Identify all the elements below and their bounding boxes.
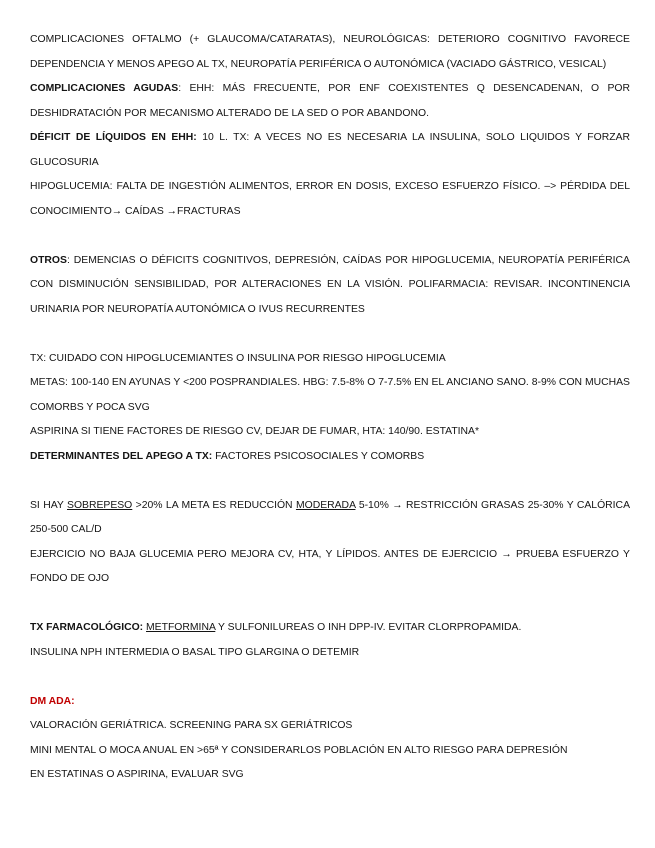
paragraph-overweight [30,494,630,543]
paragraph-geriatric-assessment [30,714,630,739]
text: COMPLICACIONES OFTALMO (+ GLAUCOMA/CATARATAS), NEUROLÓGICAS: DETERIORO COGNITIVO FAVORECE DEPENDENCIA Y MENOS APEGO AL TX, NEUROPATÍA PERIFÉRICA O AUTONÓMICA (VACIADO GÁSTRICO, VESICAL) [30,34,630,70]
label-bold: DETERMINANTES DEL APEGO A TX: [30,450,213,462]
text: METAS: 100-140 EN AYUNAS Y <200 POSPRANDIALES. HBG: 7.5-8% O 7-7.5% EN EL ANCIANO SANO. 8-9% CON MUCHAS COMORBS Y POCA SVG [30,377,630,413]
paragraph-statins [30,763,630,788]
label-bold: COMPLICACIONES AGUDAS [30,83,179,94]
label-bold: DÉFICIT DE LÍQUIDOS EN EHH: [30,132,197,143]
spacer [30,592,630,617]
text: EJERCICIO NO BAJA GLUCEMIA PERO MEJORA CV, HTA, Y LÍPIDOS. ANTES DE EJERCICIO → PRUEBA ESFUERZO Y FONDO DE OJO [30,548,630,584]
text: MINI MENTAL O MOCA ANUAL EN >65ª Y CONSIDERARLOS POBLACIÓN EN ALTO RIESGO PARA DEPRESIÓN [30,744,568,756]
underlined-term: METFORMINA [146,622,216,633]
paragraph-pharmacologic [30,616,630,641]
text: VALORACIÓN GERIÁTRICA. SCREENING PARA SX GERIÁTRICOS [30,720,353,731]
text: ASPIRINA SI TIENE FACTORES DE RIESGO CV, DEJAR DE FUMAR, HTA: 140/90. ESTATINA* [30,426,480,437]
paragraph-others [30,249,630,323]
underlined-term: SOBREPESO [67,499,133,511]
paragraph-insulin [30,641,630,666]
text: >20% LA META ES REDUCCIÓN [132,499,296,511]
paragraph-mini-mental [30,739,630,764]
paragraph-chronic-complications [30,28,630,77]
label-bold: OTROS [30,254,67,266]
text: Y SULFONILUREAS O INH DPP-IV. EVITAR CLORPROPAMIDA. [215,622,522,633]
section-heading-dm-ada [30,690,630,715]
spacer [30,665,630,690]
text: : DEMENCIAS O DÉFICITS COGNITIVOS, DEPRESIÓN, CAÍDAS POR HIPOGLUCEMIA, NEUROPATÍA PERIFÉRICA CON DISMINUCIÓN SENSIBILIDAD, POR ALTERACIONES EN LA VISIÓN. POLIFARMACIA: REVISAR. INCONTINENCIA URINARIA POR NEUROPATÍA AUTONÓMICA O IVUS RECURRENTES [30,254,630,315]
text: INSULINA NPH INTERMEDIA O BASAL TIPO GLARGINA O DETEMIR [30,646,360,658]
paragraph-aspirin [30,420,630,445]
heading-red: DM ADA: [30,695,75,707]
label-bold: TX FARMACOLÓGICO: [30,622,147,633]
paragraph-adherence [30,445,630,470]
spacer [30,224,630,249]
text: TX: CUIDADO CON HIPOGLUCEMIANTES O INSULINA POR RIESGO HIPOGLUCEMIA [30,352,446,364]
paragraph-fluid-deficit [30,126,630,175]
text: HIPOGLUCEMIA: FALTA DE INGESTIÓN ALIMENTOS, ERROR EN DOSIS, EXCESO ESFUERZO FÍSICO. –> PÉRDIDA DEL CONOCIMIENTO→ CAÍDAS →FRACTURAS [30,181,630,217]
text: 10 L. TX: A VECES NO ES NECESARIA LA INSULINA, SOLO LIQUIDOS Y FORZAR GLUCOSURIA [30,132,630,168]
text: FACTORES PSICOSOCIALES Y COMORBS [212,450,425,462]
document-body [30,28,630,788]
paragraph-exercise [30,543,630,592]
paragraph-treatment-care [30,347,630,372]
paragraph-acute-complications [30,77,630,126]
text: SI HAY [30,499,68,511]
paragraph-hypoglycemia [30,175,630,224]
text: 5-10% → RESTRICCIÓN GRASAS 25-30% Y CALÓRICA 250-500 CAL/D [30,499,630,535]
underlined-term: MODERADA [295,499,356,511]
text: : EHH: MÁS FRECUENTE, POR ENF COEXISTENTES Q DESENCADENAN, O POR DESHIDRATACIÓN POR MECANISMO ALTERADO DE LA SED O POR ABANDONO. [30,83,630,119]
text: EN ESTATINAS O ASPIRINA, EVALUAR SVG [30,769,244,780]
spacer [30,322,630,347]
spacer [30,469,630,494]
paragraph-goals [30,371,630,420]
